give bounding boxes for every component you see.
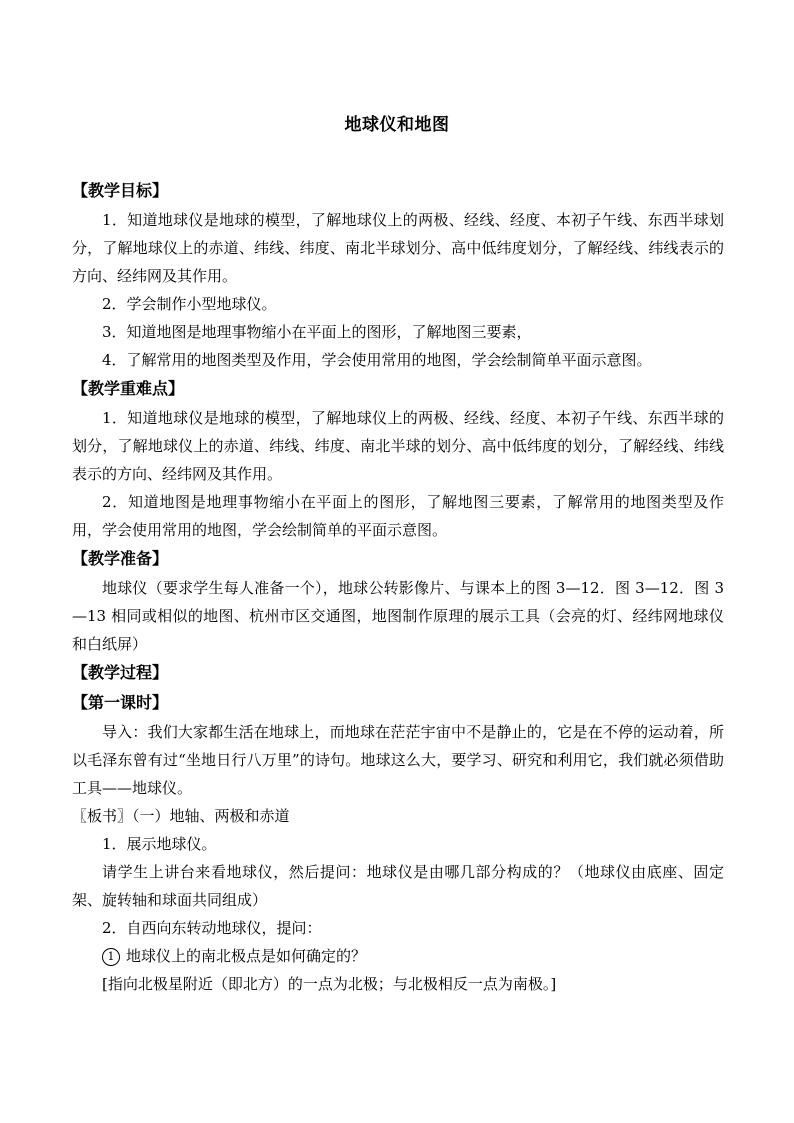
answer-1-line: [指向北极星附近（即北方）的一点为北极；与北极相反一点为南极。] — [102, 975, 557, 993]
heading-key-points: 【教学重难点】 — [72, 379, 185, 398]
question-1-line — [72, 942, 724, 970]
question-paragraph: 请学生上讲台来看地球仪，然后提问：地球仪是由哪几部分构成的？（地球仪由底座、固定架、旋转轴和球面共同组成） — [72, 863, 724, 909]
goal-paragraph-2: 2．学会制作小型地球仪。 — [102, 295, 277, 313]
keypoint-paragraph-2: 2．知道地图是地理事物缩小在平面上的图形，了解地图三要素，了解常用的地图类型及作用，学会使用常用的地图，学会绘制简单的平面示意图。 — [72, 493, 724, 539]
step-2-line: 2．自西向东转动地球仪，提问： — [102, 919, 322, 937]
intro-paragraph: 导入：我们大家都生活在地球上，而地球在茫茫宇宙中不是静止的，它是在不停的运动着，所以毛泽东曾有过“坐地日行八万里”的诗句。地球这么大，要学习、研究和利用它，我们就必须借助工具——地球仪。 — [72, 723, 724, 797]
goal-paragraph-4: 4．了解常用的地图类型及作用，学会使用常用的地图，学会绘制简单平面示意图。 — [102, 351, 652, 369]
heading-teaching-goals: 【教学目标】 — [72, 181, 169, 200]
step-1-line: 1．展示地球仪。 — [102, 835, 217, 853]
document-title: 地球仪和地图 — [344, 115, 450, 135]
goal-paragraph-1: 1．知道地球仪是地球的模型，了解地球仪上的两极、经线、经度、本初子午线、东西半球划分，了解地球仪上的赤道、纬线、纬度、南北半球划分、高中低纬度划分，了解经线、纬线表示的方向、经纬网及其作用。 — [72, 211, 724, 285]
board-writing-line: 〖板书〗（一）地轴、两极和赤道 — [72, 807, 290, 825]
keypoint-paragraph-1: 1．知道地球仪是地球的模型，了解地球仪上的两极、经线、经度、本初子午线、东西半球的划分，了解地球仪上的赤道、纬线、纬度、南北半球的划分、高中低纬度的划分，了解经线、纬线表示的方向、经纬网及其作用。 — [72, 409, 724, 483]
heading-first-lesson: 【第一课时】 — [72, 693, 169, 712]
heading-teaching-process: 【教学过程】 — [72, 663, 169, 682]
preparation-paragraph: 地球仪（要求学生每人准备一个），地球公转影像片、与课本上的图 3—12．图 3—12．图 3—13 相同或相似的地图、杭州市区交通图，地图制作原理的展示工具（会亮的灯、经纬网地球仪和白纸屏） — [72, 579, 724, 653]
question-1-text: 地球仪上的南北极点是如何确定的？ — [126, 947, 367, 965]
goal-paragraph-3: 3．知道地图是地理事物缩小在平面上的图形，了解地图三要素， — [102, 323, 532, 341]
document-body — [72, 176, 724, 998]
heading-preparation: 【教学准备】 — [72, 549, 169, 568]
circled-number-1: 1 — [102, 948, 120, 966]
